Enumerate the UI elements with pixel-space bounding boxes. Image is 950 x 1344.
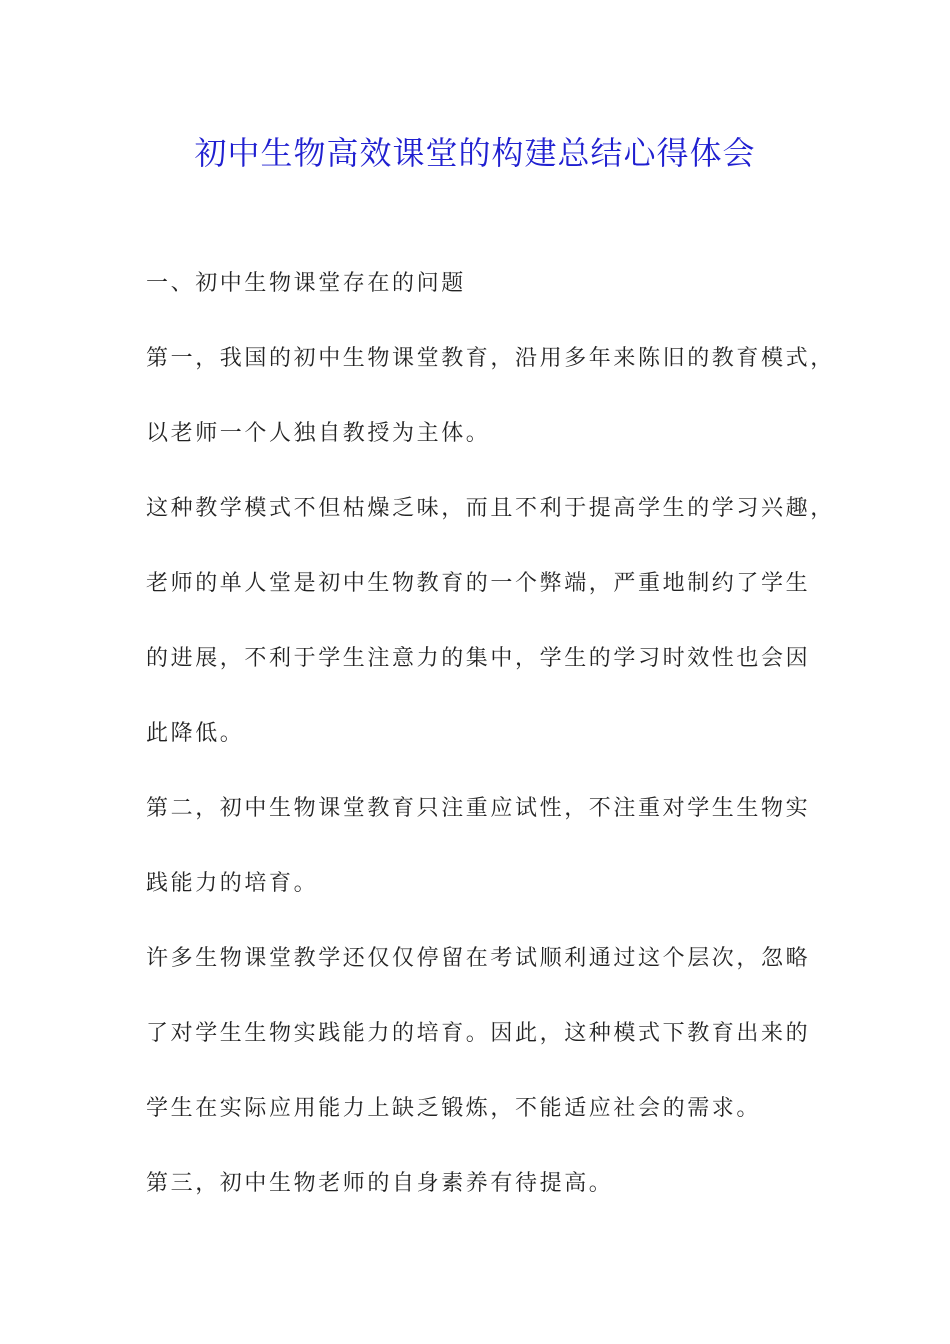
section-heading: 一、初中生物课堂存在的问题 bbox=[146, 271, 466, 296]
paragraph-line: 践能力的培育。 bbox=[146, 871, 319, 896]
paragraph-line: 第二，初中生物课堂教育只注重应试性，不注重对学生生物实 bbox=[146, 796, 811, 821]
paragraph-line: 此降低。 bbox=[146, 721, 245, 746]
document-body bbox=[146, 262, 846, 1237]
paragraph-line: 第一，我国的初中生物课堂教育，沿用多年来陈旧的教育模式， bbox=[146, 346, 835, 371]
paragraph-line: 了对学生生物实践能力的培育。因此，这种模式下教育出来的 bbox=[146, 1021, 811, 1046]
document-title: 初中生物高效课堂的构建总结心得体会 bbox=[194, 134, 756, 172]
paragraph-line: 以老师一个人独自教授为主体。 bbox=[146, 421, 491, 446]
paragraph-line: 的进展，不利于学生注意力的集中，学生的学习时效性也会因 bbox=[146, 646, 811, 671]
paragraph-line: 这种教学模式不但枯燥乏味，而且不利于提高学生的学习兴趣， bbox=[146, 496, 835, 521]
paragraph-line: 学生在实际应用能力上缺乏锻炼，不能适应社会的需求。 bbox=[146, 1096, 762, 1121]
paragraph-line: 老师的单人堂是初中生物教育的一个弊端，严重地制约了学生 bbox=[146, 571, 811, 596]
paragraph-line: 许多生物课堂教学还仅仅停留在考试顺利通过这个层次，忽略 bbox=[146, 946, 811, 971]
paragraph-line: 第三，初中生物老师的自身素养有待提高。 bbox=[146, 1171, 614, 1196]
